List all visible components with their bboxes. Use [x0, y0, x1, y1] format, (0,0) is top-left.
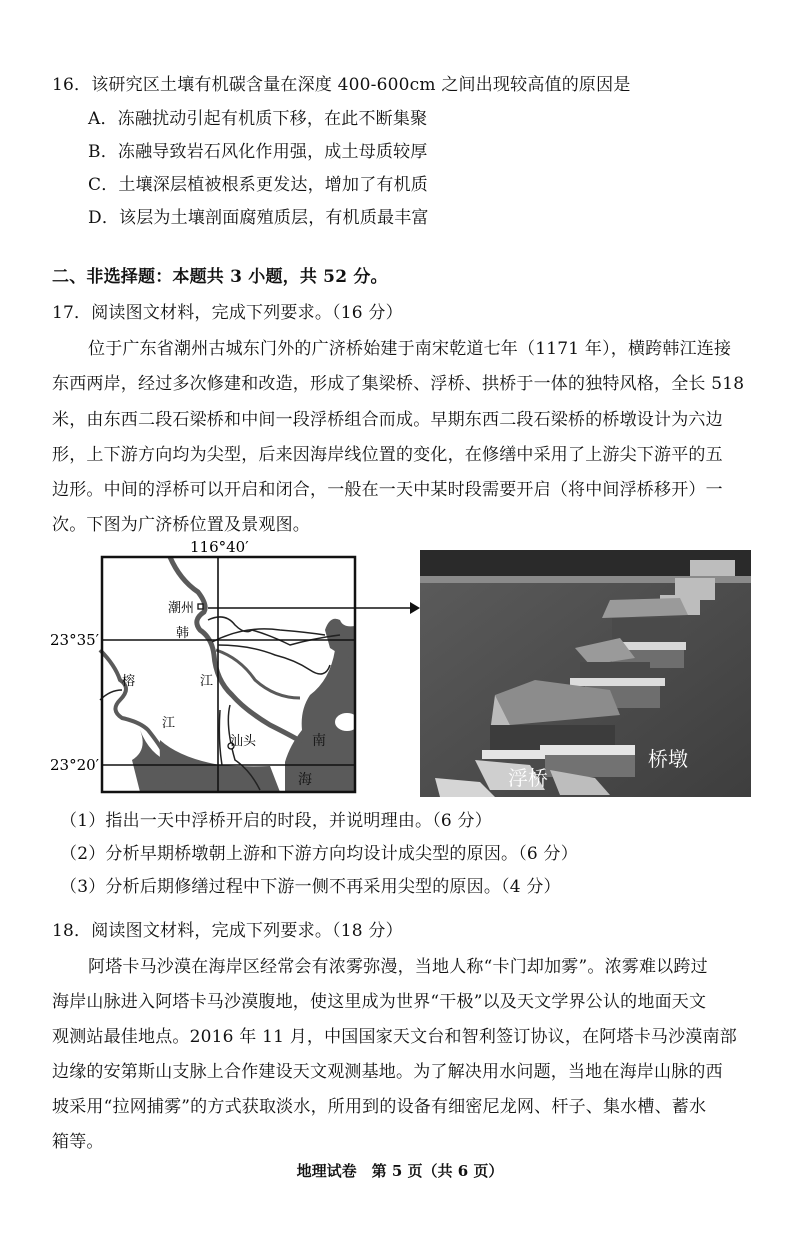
q17-passage-line: 形，上下游方向均为尖型，后来因海岸线位置的变化，在修缮中采用了上游尖下游平的五 — [52, 445, 723, 465]
nan-label: 南 — [312, 733, 326, 749]
q18-stem: 18．阅读图文材料，完成下列要求。（18 分） — [52, 921, 403, 941]
location-map — [40, 530, 420, 805]
shantou-label: 汕头 — [230, 734, 257, 749]
q18-passage-line: 阿塔卡马沙漠在海岸区经常会有浓雾弥漫，当地人称“卡门却加雾”。浓雾难以跨过 — [88, 957, 708, 977]
longitude-label: 116°40′ — [190, 538, 249, 556]
han-jiang-label: 江 — [200, 674, 214, 689]
rong-jiang-label: 江 — [162, 716, 176, 731]
q16-stem: 16．该研究区土壤有机碳含量在深度 400-600cm 之间出现较高值的原因是 — [52, 75, 631, 95]
q17-passage-line: 次。下图为广济桥位置及景观图。 — [52, 515, 310, 535]
han-branch — [219, 710, 222, 765]
latitude-north-label: 23°35′ — [50, 631, 100, 649]
hai-label: 海 — [298, 772, 312, 788]
q18-passage-line: 海岸山脉进入阿塔卡马沙漠腹地，使这里成为世界“干极”以及天文学界公认的地面天文 — [52, 992, 707, 1012]
rong-river — [100, 650, 165, 755]
q17-passage-line: 边形。中间的浮桥可以开启和闭合，一般在一天中某时段需要开启（将中间浮桥移开）一 — [52, 480, 723, 500]
q17-passage-line: 米，由东西二段石梁桥和中间一段浮桥组合而成。早期东西二段石梁桥的桥墩设计为六边 — [52, 410, 723, 430]
q16-option-b: B．冻融导致岩石风化作用强，成土母质较厚 — [88, 142, 428, 162]
q16-option-a: A．冻融扰动引起有机质下移，在此不断集聚 — [88, 109, 428, 129]
section2-title: 二、非选择题：本题共 3 小题，共 52 分。 — [52, 267, 388, 287]
q16-option-c: C．土壤深层植被根系更发达，增加了有机质 — [88, 175, 429, 195]
q18-passage-line: 边缘的安第斯山支脉上合作建设天文观测基地。为了解决用水问题，当地在海岸山脉的西 — [52, 1062, 723, 1082]
han-river — [170, 557, 302, 742]
q17-subquestion-3: （3）分析后期修缮过程中下游一侧不再采用尖型的原因。（4 分） — [60, 877, 561, 897]
rong-label: 榕 — [122, 674, 136, 689]
page-footer: 地理试卷 第 5 页（共 6 页） — [296, 1162, 504, 1180]
q18-passage-line: 观测站最佳地点。2016 年 11 月，中国国家天文台和智利签订协议，在阿塔卡马沙漠南部 — [52, 1027, 737, 1047]
qiaodun-label: 桥墩 — [648, 747, 688, 771]
q17-stem: 17．阅读图文材料，完成下列要求。（16 分） — [52, 303, 403, 323]
q17-subquestion-2: （2）分析早期桥墩朝上游和下游方向均设计成尖型的原因。（6 分） — [60, 844, 578, 864]
chaozhou-label: 潮州 — [168, 601, 195, 616]
q18-passage-line: 坡采用“拉网捕雾”的方式获取淡水，所用到的设备有细密尼龙网、杆子、集水槽、蓄水 — [52, 1097, 707, 1117]
han-label: 韩 — [176, 626, 190, 641]
q17-subquestion-1: （1）指出一天中浮桥开启的时段，并说明理由。（6 分） — [60, 811, 492, 831]
q17-passage-line: 位于广东省潮州古城东门外的广济桥始建于南宋乾道七年（1171 年），横跨韩江连接 — [88, 339, 732, 359]
arrow-head-icon — [410, 602, 420, 614]
q18-passage-line: 箱等。 — [52, 1132, 104, 1152]
q17-passage-line: 东西两岸，经过多次修建和改造，形成了集梁桥、浮桥、拱桥于一体的独特风格，全长 518 — [52, 374, 745, 394]
bridge-photo — [420, 550, 751, 797]
latitude-south-label: 23°20′ — [50, 756, 100, 774]
q16-option-d: D．该层为土壤剖面腐殖质层，有机质最丰富 — [88, 208, 429, 228]
chaozhou-marker — [198, 604, 203, 609]
fuqiao-label: 浮桥 — [508, 766, 548, 790]
